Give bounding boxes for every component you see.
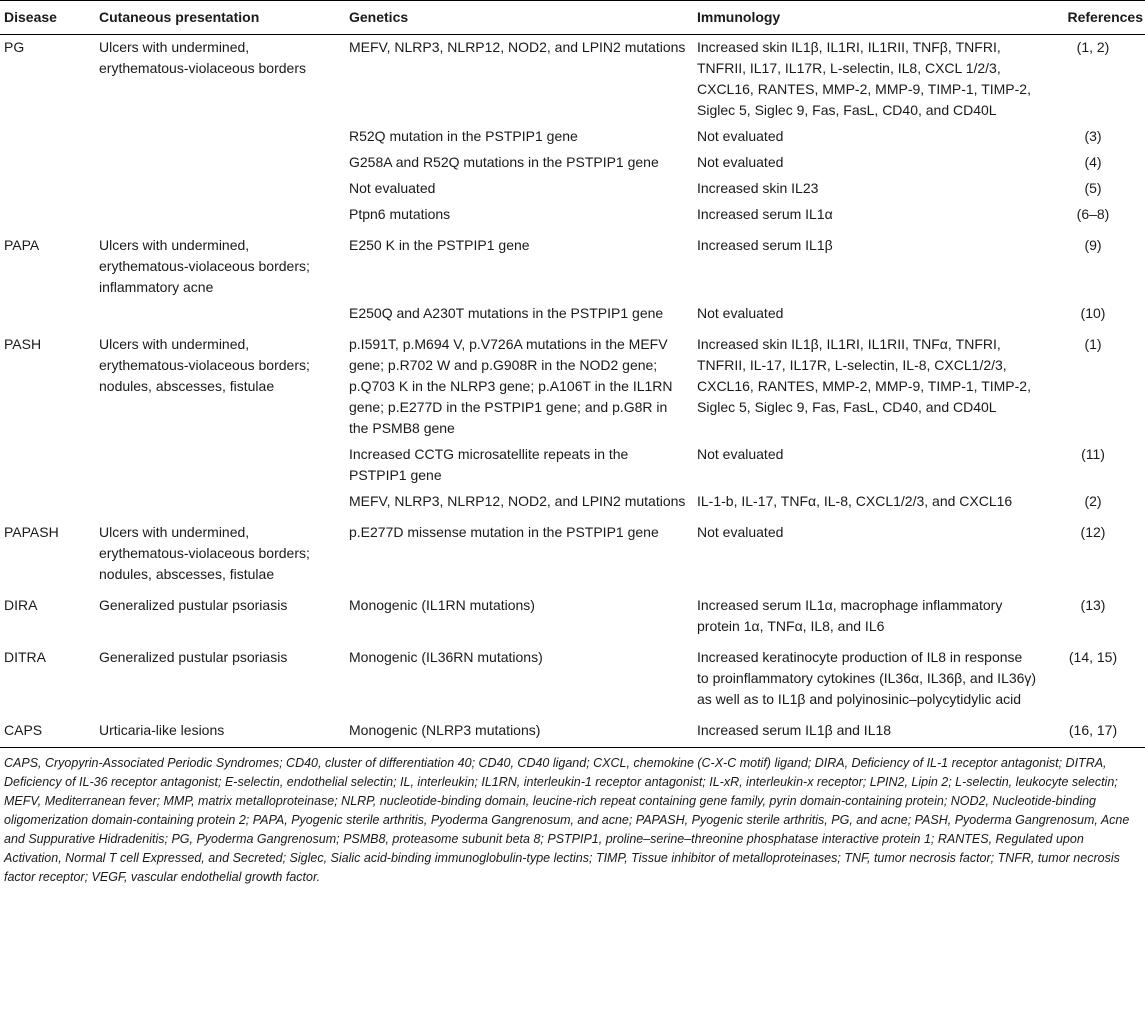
table-row [0,150,1145,176]
cell-references: (6–8) [1076,206,1110,222]
cell-disease [0,442,95,489]
cell-disease: CAPS [0,713,95,748]
cell-immunology: Increased skin IL1β, IL1RI, IL1RII, TNFβ, TNFRI, TNFRII, IL17, IL17R, L-selectin, IL8, CXCL 1/2/3, CXCL16, RANTES, MMP-2, MMP-9, TIMP-1, TIMP-2, Siglec 5, Siglec 9, Fas, FasL, CD40, and CD40L [697,39,1031,118]
cell-disease [0,301,95,327]
cell-immunology: Increased skin IL23 [697,180,819,196]
cell-references: (16, 17) [1043,713,1145,748]
cell-disease: PASH [4,336,42,352]
cell-cutaneous-presentation: Generalized pustular psoriasis [99,649,288,665]
cell-cutaneous-presentation [95,150,345,176]
cell-genetics: Monogenic (IL36RN mutations) [349,649,543,665]
cell-genetics: E250 K in the PSTPIP1 gene [349,237,530,253]
cell-genetics: MEFV, NLRP3, NLRP12, NOD2, and LPIN2 mutations [349,39,686,55]
cell-disease: PG [4,39,25,55]
cell-disease [0,176,95,202]
cell-disease [0,150,95,176]
cell-genetics: p.I591T, p.M694 V, p.V726A mutations in the MEFV gene; p.R702 W and p.G908R in the NOD2 gene; p.Q703 K in the NLRP3 gene; p.A106T in the IL1RN gene; p.E277D in the PSTPIP1 gene; and p.G8R in the PSMB8 gene [349,336,673,436]
cell-cutaneous-presentation [95,489,345,515]
cell-genetics: p.E277D missense mutation in the PSTPIP1 gene [349,524,659,540]
cell-disease [0,489,95,515]
cell-disease: PAPASH [4,524,59,540]
header-immunology: Immunology [693,1,1043,35]
cell-references: (11) [1081,446,1105,462]
cell-references: (14, 15) [1068,649,1118,665]
table-row [0,301,1145,327]
cell-immunology: IL-1-b, IL-17, TNFα, IL-8, CXCL1/2/3, and CXCL16 [697,493,1013,509]
cell-cutaneous-presentation [95,124,345,150]
cell-immunology: Increased serum IL1β and IL18 [693,713,1043,748]
table-row [0,515,1145,588]
cell-genetics: Not evaluated [349,180,436,196]
table-row [0,588,1145,640]
cell-cutaneous-presentation [95,301,345,327]
cell-immunology: Increased keratinocyte production of IL8 in response to proinflammatory cytokines (IL36α, IL36β, and IL36γ) as well as to IL1β and polyinosinic–polycytidylic acid [697,649,1037,707]
cell-references: (2) [1084,493,1102,509]
cell-disease: DITRA [4,649,46,665]
cell-cutaneous-presentation [95,442,345,489]
cell-cutaneous-presentation: Urticaria-like lesions [95,713,345,748]
cell-references: (9) [1084,237,1102,253]
cell-genetics: Monogenic (NLRP3 mutations) [345,713,693,748]
cell-references: (4) [1084,154,1102,170]
cell-immunology: Increased serum IL1α [697,206,833,222]
cell-disease: DIRA [4,597,38,613]
cell-immunology: Increased skin IL1β, IL1RI, IL1RII, TNFα, TNFRI, TNFRII, IL-17, IL17R, L-selectin, IL-8, CXCL1/2/3, CXCL16, RANTES, MMP-2, MMP-9, TIMP-1, TIMP-2, Siglec 5, Siglec 9, Fas, FasL, CD40, and CD40L [697,336,1031,415]
cell-references: (12) [1080,524,1106,540]
cell-cutaneous-presentation: Ulcers with undermined, erythematous-violaceous borders; nodules, abscesses, fistulae [99,524,310,582]
cell-genetics: Ptpn6 mutations [349,206,451,222]
table-row [0,442,1145,489]
table-body [0,35,1145,748]
cell-genetics: MEFV, NLRP3, NLRP12, NOD2, and LPIN2 mutations [349,493,686,509]
table-row [0,713,1145,748]
cell-immunology: Not evaluated [697,305,784,321]
cell-genetics: Increased CCTG microsatellite repeats in the PSTPIP1 gene [349,446,629,483]
cell-cutaneous-presentation [95,202,345,228]
cell-cutaneous-presentation: Ulcers with undermined, erythematous-violaceous borders; inflammatory acne [99,237,310,295]
table-row [0,640,1145,713]
table-footnote: CAPS, Cryopyrin-Associated Periodic Syndromes; CD40, cluster of differentiation 40; CD40, CD40 ligand; CXCL, chemokine (C-X-C motif) ligand; DIRA, Deficiency of IL-1 receptor antagonist; DITRA, Deficiency of IL-36 receptor antagonist; E-selectin, endothelial selectin; IL, interleukin; IL1RN, interleukin-1 receptor antagonist; IL-xR, interleukin-x receptor; LPIN2, Lipin 2; L-selectin, leukocyte selectin; MEFV, Mediterranean fever; MMP, matrix metalloproteinase; NLRP, nucleotide-binding domain, leucine-rich repeat containing gene family, pyrin domain-containing protein; NOD2, Nucleotide-binding oligomerization domain-containing protein 2; PAPA, Pyogenic sterile arthritis, Pyoderma Gangrenosum, and acne; PAPASH, Pyogenic sterile arthritis, PG, and acne; PASH, Pyoderma Gangrenosum, Acne and Suppurative Hidradenitis; PG, Pyoderma Gangrenosum; PSMB8, proteasome subunit beta 8; PSTPIP1, proline–serine–threonine phosphatase interactive protein 1; RANTES, Regulated upon Activation, Normal T cell Expressed, and Secreted; Siglec, Sialic acid-binding immunoglobulin-type lectins; TIMP, Tissue inhibitor of metalloproteinases; TNF, tumor necrosis factor; TNFR, tumor necrosis factor receptor; VEGF, vascular endothelial growth factor. [4,756,1130,884]
header-disease: Disease [0,1,95,35]
cell-references: (13) [1080,597,1106,613]
cell-immunology: Increased serum IL1α, macrophage inflammatory protein 1α, TNFα, IL8, and IL6 [697,597,1003,634]
cell-disease [0,124,95,150]
cell-references: (10) [1080,305,1106,321]
cell-cutaneous-presentation: Ulcers with undermined, erythematous-violaceous borders; nodules, abscesses, fistulae [99,336,310,394]
table-row [0,176,1145,202]
table-row [0,202,1145,228]
header-genetics: Genetics [345,1,693,35]
cell-disease [0,202,95,228]
table-header [0,1,1145,35]
cell-genetics: R52Q mutation in the PSTPIP1 gene [349,128,578,144]
table-row [0,327,1145,442]
table-row [0,228,1145,301]
table-row [0,489,1145,515]
cell-cutaneous-presentation: Ulcers with undermined, erythematous-violaceous borders [99,39,306,76]
cell-disease: PAPA [4,237,40,253]
cell-immunology: Increased serum IL1β [697,237,833,253]
cell-references: (3) [1084,128,1102,144]
cell-cutaneous-presentation [95,176,345,202]
cell-cutaneous-presentation: Generalized pustular psoriasis [99,597,288,613]
cell-genetics: G258A and R52Q mutations in the PSTPIP1 gene [349,154,659,170]
table-row [0,35,1145,125]
cell-references: (1, 2) [1076,39,1110,55]
cell-genetics: Monogenic (IL1RN mutations) [349,597,535,613]
cell-immunology: Not evaluated [697,128,784,144]
header-row [0,1,1145,35]
cell-references: (1) [1084,336,1102,352]
cell-immunology: Not evaluated [697,446,784,462]
header-cutaneous-presentation: Cutaneous presentation [95,1,345,35]
cell-immunology: Not evaluated [697,524,784,540]
table-row [0,124,1145,150]
cell-genetics: E250Q and A230T mutations in the PSTPIP1 gene [349,305,664,321]
cell-immunology: Not evaluated [697,154,784,170]
header-references: References [1043,1,1145,35]
cell-references: (5) [1084,180,1102,196]
